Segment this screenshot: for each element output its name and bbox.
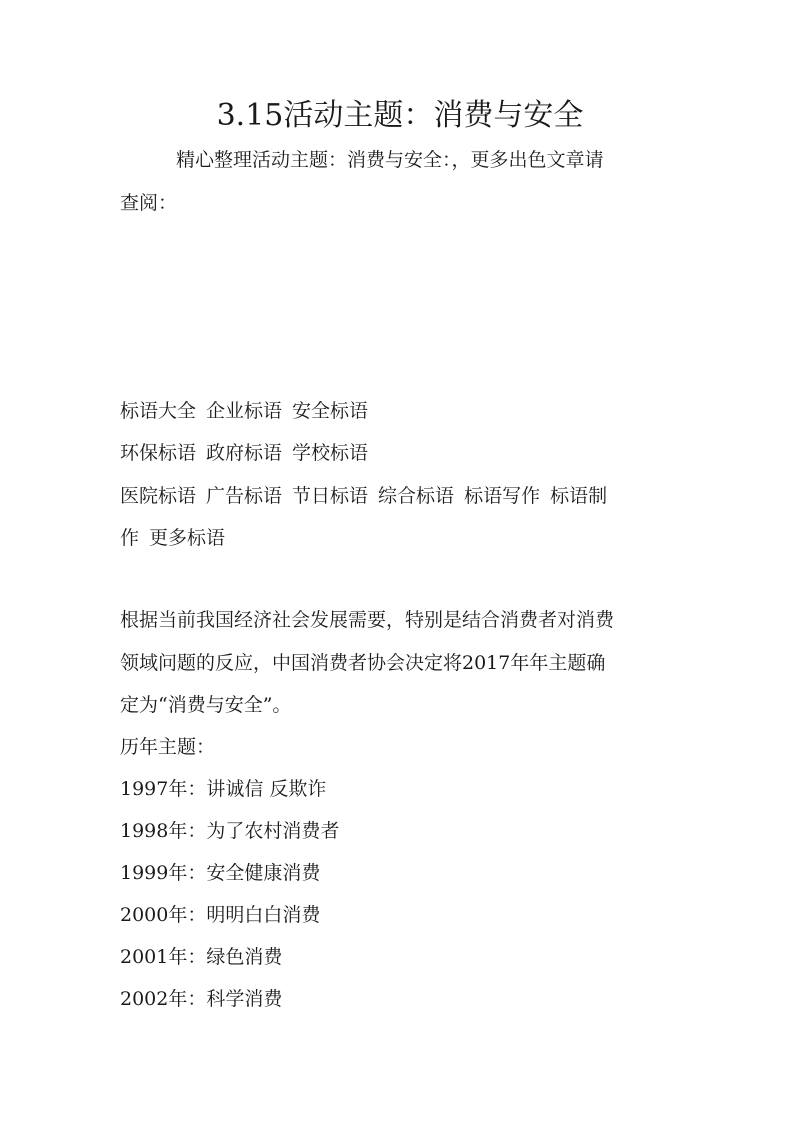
- link-school-slogans[interactable]: 学校标语: [292, 442, 369, 464]
- link-row-3: [120, 482, 690, 510]
- history-item: 1997年：讲诚信 反欺诈: [120, 778, 327, 800]
- link-enterprise-slogans[interactable]: 企业标语: [206, 400, 283, 422]
- link-environment-slogans[interactable]: 环保标语: [120, 442, 197, 464]
- history-item: 2002年：科学消费: [120, 988, 283, 1010]
- link-row-1: [120, 397, 690, 425]
- link-more-slogans[interactable]: 更多标语: [149, 527, 226, 549]
- link-general-slogans[interactable]: 综合标语: [378, 485, 455, 507]
- link-ad-slogans[interactable]: 广告标语: [206, 485, 283, 507]
- history-item: 1999年：安全健康消费: [120, 862, 321, 884]
- link-slogan-collection[interactable]: 标语大全: [120, 400, 197, 422]
- link-slogan-writing[interactable]: 标语写作: [464, 485, 541, 507]
- link-row-4: [120, 524, 690, 552]
- history-heading: 历年主题：: [120, 736, 216, 758]
- history-item: 2000年：明明白白消费: [120, 904, 321, 926]
- page-title: 3.15活动主题：消费与安全: [216, 98, 584, 133]
- link-slogan-making[interactable]: 标语制: [550, 485, 608, 507]
- link-hospital-slogans[interactable]: 医院标语: [120, 485, 197, 507]
- intro-line-1: 精心整理活动主题：消费与安全：，更多出色文章请: [176, 149, 604, 171]
- history-item: 1998年：为了农村消费者: [120, 820, 340, 842]
- link-government-slogans[interactable]: 政府标语: [206, 442, 283, 464]
- body-line-2: 领域问题的反应，中国消费者协会决定将2017年年主题确: [120, 652, 606, 674]
- link-slogan-making-cont[interactable]: 作: [120, 527, 140, 549]
- link-safety-slogans[interactable]: 安全标语: [292, 400, 369, 422]
- body-line-3: 定为“消费与安全”。: [120, 694, 292, 716]
- body-line-1: 根据当前我国经济社会发展需要，特别是结合消费者对消费: [120, 609, 615, 631]
- history-item: 2001年：绿色消费: [120, 946, 283, 968]
- link-row-2: [120, 439, 690, 467]
- intro-line-2: 查阅：: [120, 192, 178, 214]
- link-holiday-slogans[interactable]: 节日标语: [292, 485, 369, 507]
